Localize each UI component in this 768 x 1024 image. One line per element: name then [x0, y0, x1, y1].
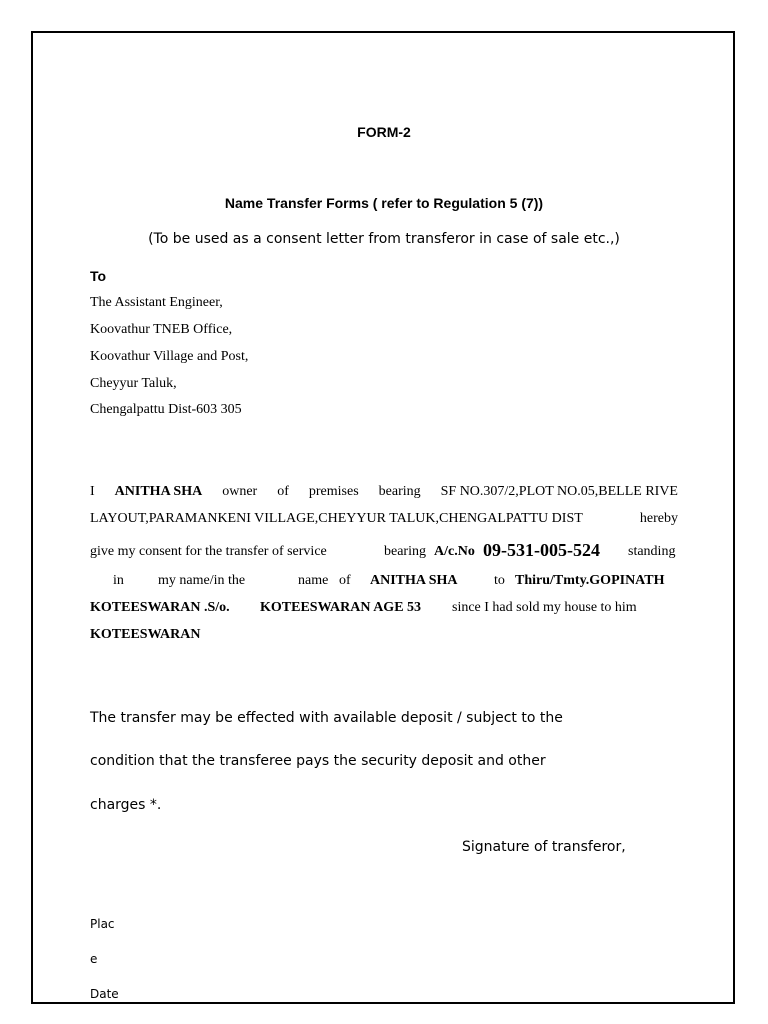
address-line-4: Cheyyur Taluk, [90, 376, 177, 391]
transferee-name: Thiru/Tmty.GOPINATH [515, 573, 665, 588]
account-label: A/c.No [434, 544, 475, 559]
signature-label: Signature of transferor, [462, 839, 626, 855]
body-word: in [113, 573, 124, 588]
condition-line-1: The transfer may be effected with available deposit / subject to the [90, 710, 563, 726]
address-line-5: Chengalpattu Dist-603 305 [90, 402, 242, 417]
date-label: Date [90, 987, 119, 1001]
condition-line-3: charges *. [90, 797, 162, 813]
body-line-5 [90, 600, 678, 620]
place-label-part-1: Plac [90, 917, 115, 931]
transferee-name: KOTEESWARAN .S/o. [90, 600, 230, 615]
form-title: Name Transfer Forms ( refer to Regulation 5 (7)) [224, 195, 544, 211]
address-line-3: Koovathur Village and Post, [90, 349, 249, 364]
transferee-father-age: KOTEESWARAN AGE 53 [260, 600, 422, 615]
body-word: name [298, 573, 329, 588]
form-number: FORM-2 [357, 124, 411, 140]
to-label: To [90, 268, 107, 284]
owner-name: ANITHA SHA [114, 484, 203, 499]
form-subtitle: (To be used as a consent letter from transferor in case of sale etc.,) [148, 231, 620, 247]
body-pronoun: I [90, 484, 95, 499]
body-word: bearing [378, 484, 421, 499]
body-line-3 [90, 540, 678, 564]
body-word: hereby [639, 511, 678, 526]
consent-text: give my consent for the transfer of service [90, 544, 327, 559]
body-word: my name/in the [158, 573, 246, 588]
body-line-4 [90, 573, 678, 593]
body-line-1 [90, 484, 678, 500]
body-word: standing [628, 544, 676, 559]
address-line-1: The Assistant Engineer, [90, 295, 223, 310]
address-line-2: Koovathur TNEB Office, [90, 322, 233, 337]
owner-name: ANITHA SHA [370, 573, 458, 588]
body-word: owner [222, 484, 258, 499]
body-word: of [339, 573, 351, 588]
body-word: premises [308, 484, 359, 499]
body-line-6: KOTEESWARAN [90, 627, 201, 642]
body-word: to [494, 573, 505, 588]
account-number: 09-531-005-524 [483, 540, 600, 560]
sale-text: since I had sold my house to him [452, 600, 637, 615]
body-word: bearing [384, 544, 426, 559]
premises-location: LAYOUT,PARAMANKENI VILLAGE,CHEYYUR TALUK,CHENGALPATTU DIST [90, 511, 583, 526]
body-line-2 [90, 511, 678, 527]
condition-line-2: condition that the transferee pays the security deposit and other [90, 753, 546, 769]
body-word: of [277, 484, 289, 499]
premises-number: SF NO.307/2,PLOT NO.05,BELLE RIVE [440, 484, 678, 499]
place-label-part-2: e [90, 952, 98, 966]
